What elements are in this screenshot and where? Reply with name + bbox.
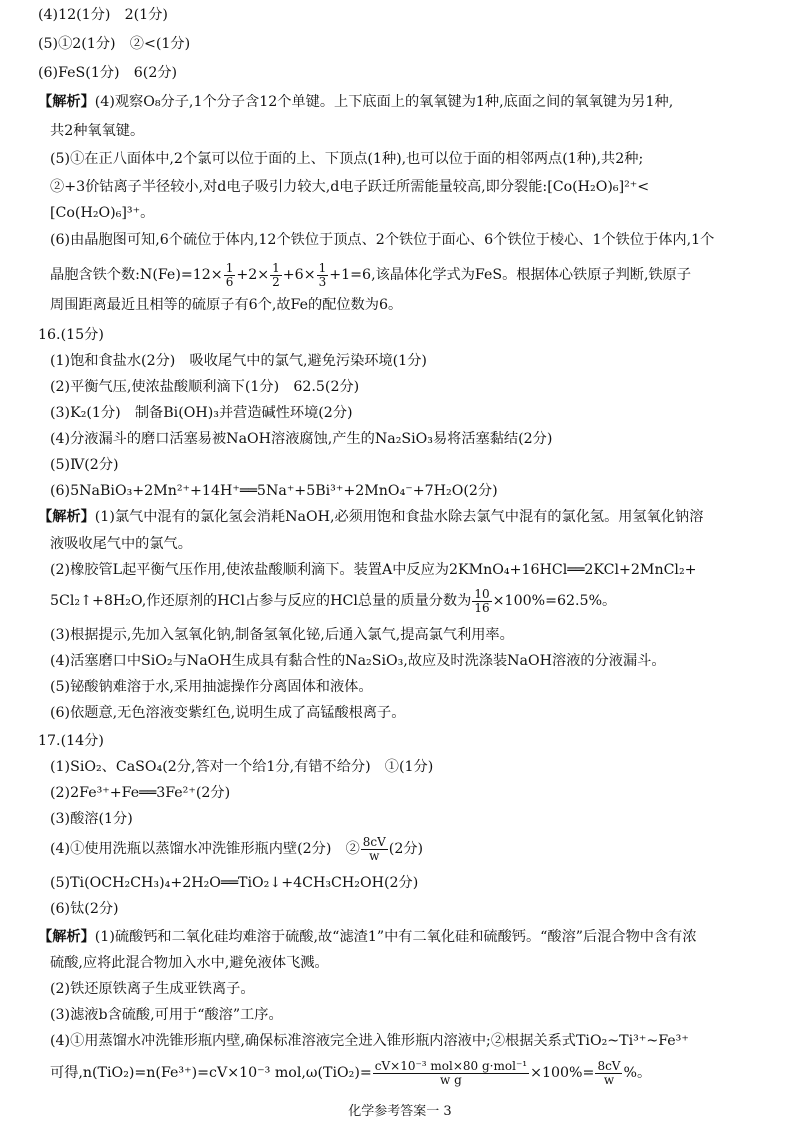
fraction-1-2: $\frac{1}{2}$: [272, 260, 280, 289]
fraction-1-6: $\frac{1}{6}$: [225, 260, 234, 289]
fraction-10-16: $\frac{10}{16}$: [474, 586, 490, 615]
fraction-8cV-w: $\frac{8cV}{w}$: [362, 834, 386, 863]
q16-analysis-1-line2: 液吸收尾气中的氯气。: [50, 536, 192, 552]
q17-answer-5: (5)Ti(OCH₂CH₃)₄+2H₂O══TiO₂↓+4CH₃CH₂OH(2分): [50, 875, 419, 891]
q17-answer-6: (6)钛(2分): [50, 901, 119, 917]
q17-analysis-2: (2)铁还原铁离子生成亚铁离子。: [50, 981, 255, 997]
q17-analysis-4-line2: 可得,n(TiO₂)=n(Fe³⁺)=cV×10⁻³ mol,ω(TiO₂)= $\frac{\text{cV×10⁻³ mol×80 g·mol⁻¹}}{\text{w g}}$ ×100%= $\frac{8cV}{w}$ %。: [50, 1058, 652, 1087]
q16-analysis-6: (6)依题意,无色溶液变紫红色,说明生成了高锰酸根离子。: [50, 705, 406, 721]
fraction-mass-ratio: $\frac{\text{cV×10⁻³ mol×80 g·mol⁻¹}}{\text{w g}}$: [374, 1058, 528, 1087]
q16-analysis-1-line1: 【解析】(1)氯气中混有的氯化氢会消耗NaOH,必须用饱和食盐水除去氯气中混有的氯化氢。用氢氧化钠溶: [38, 509, 704, 525]
q16-analysis-2-line1: (2)橡胶管L起平衡气压作用,使浓盐酸顺利滴下。装置A中反应为2KMnO₄+16HCl══2KCl+2MnCl₂+: [50, 562, 697, 578]
fraction-1-3: $\frac{1}{3}$: [318, 260, 327, 289]
q15-answer-4: (4)12(1分) 2(1分): [38, 7, 168, 23]
q17-analysis-3: (3)滤液b含硫酸,可用于“酸溶”工序。: [50, 1007, 283, 1023]
q15-analysis-4-line1: 【解析】(4)观察O₈分子,1个分子含12个单键。上下底面上的氧氧键为1种,底面之间的氧氧键为另1种,: [38, 94, 674, 110]
q15-answer-5: (5)①2(1分) ②<(1分): [38, 36, 191, 52]
q16-analysis-5: (5)铋酸钠难溶于水,采用抽滤操作分离固体和液体。: [50, 679, 373, 695]
q17-answer-3: (3)酸溶(1分): [50, 811, 133, 827]
q17-analysis-1-line2: 硫酸,应将此混合物加入水中,避免液体飞溅。: [50, 955, 329, 971]
q15-analysis-6-line1: (6)由晶胞图可知,6个硫位于体内,12个铁位于顶点、2个铁位于面心、6个铁位于棱心、1个铁位于体内,1个: [50, 232, 715, 248]
q16-answer-2: (2)平衡气压,使浓盐酸顺利滴下(1分) 62.5(2分): [50, 379, 360, 395]
q16-answer-3: (3)K₂(1分) 制备Bi(OH)₃并营造碱性环境(2分): [50, 405, 353, 421]
q16-answer-4: (4)分液漏斗的磨口活塞易被NaOH溶液腐蚀,产生的Na₂SiO₃易将活塞黏结(2分): [50, 431, 553, 447]
q16-analysis-4: (4)活塞磨口中SiO₂与NaOH生成具有黏合性的Na₂SiO₃,故应及时洗涤装NaOH溶液的分液漏斗。: [50, 653, 666, 669]
q16-answer-5: (5)Ⅳ(2分): [50, 457, 119, 473]
q15-analysis-4-line2: 共2种氧氧键。: [50, 123, 145, 139]
fraction-8cV-w-result: $\frac{8cV}{w}$: [597, 1058, 621, 1087]
q16-analysis-2-line2: 5Cl₂↑+8H₂O,作还原剂的HCl占参与反应的HCl总量的质量分数为 $\frac{10}{16}$ ×100%=62.5%。: [50, 586, 617, 615]
q17-answer-1: (1)SiO₂、CaSO₄(2分,答对一个给1分,有错不给分) ①(1分): [50, 759, 434, 775]
q17-heading: 17.(14分): [38, 733, 104, 749]
q16-heading: 16.(15分): [38, 327, 104, 343]
q15-analysis-5-line1: (5)①在正八面体中,2个氯可以位于面的上、下顶点(1种),也可以位于面的相邻两点(1种),共2种;: [50, 151, 644, 167]
q17-analysis-1-line1: 【解析】(1)硫酸钙和二氧化硅均难溶于硫酸,故“滤渣1”中有二氧化硅和硫酸钙。“酸溶”后混合物中含有浓: [38, 929, 697, 945]
q15-analysis-5-line2: ②+3价钴离子半径较小,对d电子吸引力较大,d电子跃迁所需能量较高,即分裂能:[Co(H₂O)₆]²⁺<: [50, 179, 650, 195]
analysis-tag: 【解析】: [38, 94, 95, 110]
q17-analysis-4-line1: (4)①用蒸馏水冲洗锥形瓶内壁,确保标准溶液完全进入锥形瓶内溶液中;②根据关系式TiO₂~Ti³⁺~Fe³⁺: [50, 1033, 689, 1049]
q16-answer-6: (6)5NaBiO₃+2Mn²⁺+14H⁺══5Na⁺+5Bi³⁺+2MnO₄⁻+7H₂O(2分): [50, 483, 498, 499]
q16-answer-1: (1)饱和食盐水(2分) 吸收尾气中的氯气,避免污染环境(1分): [50, 353, 427, 369]
q15-analysis-5-line3: [Co(H₂O)₆]³⁺。: [50, 205, 155, 221]
page-footer: 化学参考答案一 3: [348, 1104, 452, 1119]
q15-answer-6: (6)FeS(1分) 6(2分): [38, 65, 178, 81]
q15-analysis-6-line2: 晶胞含铁个数:N(Fe)=12× $\frac{1}{6}$ +2× $\frac{1}{2}$ +6× $\frac{1}{3}$ +1=6,该晶体化学式为FeS。根据体心铁原子判断,铁原子: [50, 260, 692, 289]
q17-answer-2: (2)2Fe³⁺+Fe══3Fe²⁺(2分): [50, 785, 231, 801]
q16-analysis-3: (3)根据提示,先加入氢氧化钠,制备氢氧化铋,后通入氯气,提高氯气利用率。: [50, 627, 514, 643]
q17-answer-4: (4)①使用洗瓶以蒸馏水冲洗锥形瓶内壁(2分) ② $\frac{8cV}{w}$ (2分): [50, 834, 424, 863]
q15-analysis-6-line3: 周围距离最近且相等的硫原子有6个,故Fe的配位数为6。: [50, 297, 403, 313]
